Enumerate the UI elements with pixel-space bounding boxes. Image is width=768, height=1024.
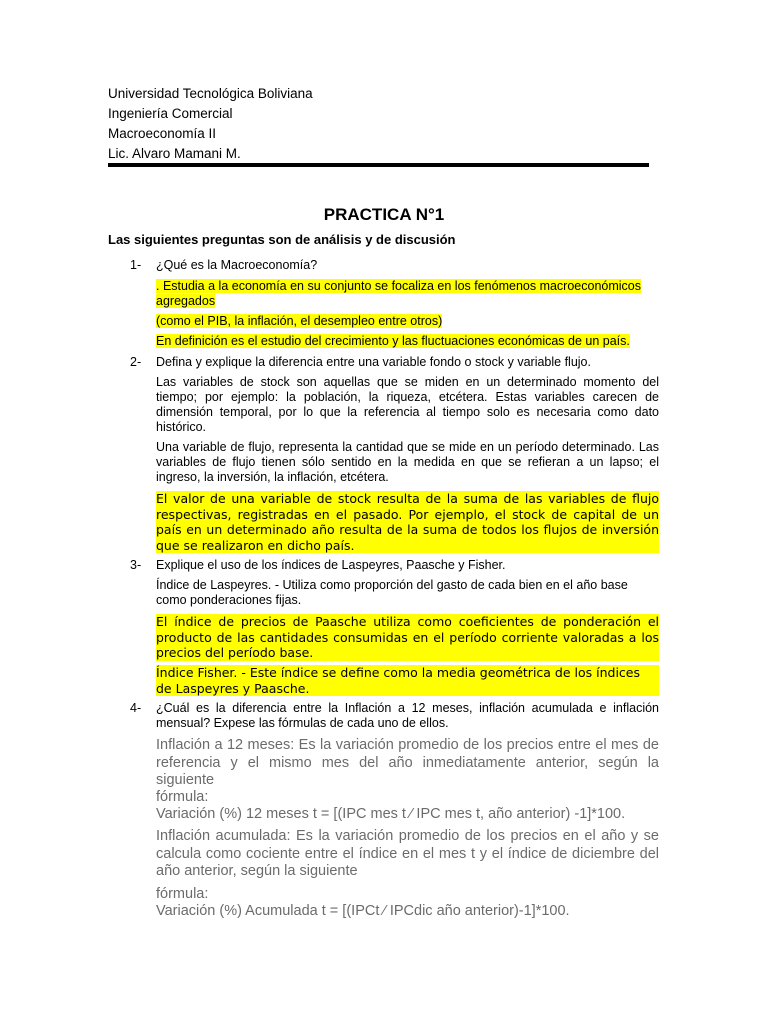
header-course: Macroeconomía II (108, 126, 217, 141)
answer-4-formula-1: Variación (%) 12 meses t = [(IPC mes t ⁄ IPC mes t, año anterior) -1]*100. (156, 806, 626, 822)
answer-4-formula-2: Variación (%) Acumulada t = [(IPCt ⁄ IPCdic año anterior)-1]*100. (156, 903, 570, 919)
answer-3-part-3: Índice Fisher. - Este índice se define como la media geométrica de los índices de Laspeyres y Paasche. (156, 665, 659, 696)
answer-1-part-1: . Estudia a la economía en su conjunto se focaliza en los fenómenos macroeconómicos agregados (156, 279, 641, 308)
header-university: Universidad Tecnológica Boliviana (108, 86, 313, 101)
answer-4-formula-label-1: fórmula: (156, 789, 209, 805)
question-3-text: Explique el uso de los índices de Laspeyres, Paasche y Fisher. (156, 558, 506, 572)
answer-2-part-1: Las variables de stock son aquellas que se miden en un determinado momento del tiempo; por ejemplo: la población, la riqueza, etcétera. Estas variables carecen de dimensión temporal, por lo que la referencia al tiempo solo es necesaria como dato histórico. (156, 375, 659, 434)
header-teacher: Lic. Alvaro Mamani M. (108, 146, 241, 161)
question-1-text: ¿Qué es la Macroeconomía? (156, 258, 318, 272)
question-4-text: ¿Cuál es la diferencia entre la Inflación a 12 meses, inflación acumulada e inflación mensual? Expese las fórmulas de cada uno de ellos. (156, 701, 659, 730)
answer-3-part-1: Índice de Laspeyres. - Utiliza como proporción del gasto de cada bien en el año base como ponderaciones fijas. (156, 578, 628, 607)
question-number: 3- (130, 558, 142, 572)
answer-4-part-2: Inflación acumulada: Es la variación promedio de los precios en el año y se calcula como cociente entre el índice en el mes t y el índice de diciembre del año anterior, según la siguiente (156, 828, 659, 879)
page-title: PRACTICA N°1 (323, 205, 445, 224)
question-number: 1- (130, 258, 142, 272)
page-subtitle: Las siguientes preguntas son de análisis y de discusión (108, 232, 456, 247)
answer-2-part-3: El valor de una variable de stock resulta de la suma de las variables de flujo respectivas, registradas en el pasado. Por ejemplo, el stock de capital de un país en un determinado año resulta de la suma de todos los flujos de inversión que se realizaron en dicho país. (156, 491, 659, 553)
answer-3-part-2: El índice de precios de Paasche utiliza como coeficientes de ponderación el producto de las cantidades consumidas en el período corriente valoradas a los precios del período base. (156, 614, 659, 660)
header-career: Ingeniería Comercial (108, 106, 233, 121)
answer-2-part-2: Una variable de flujo, representa la cantidad que se mide en un período determinado. Las variables de flujo tienen sólo sentido en la medida en que se refieran a un lapso; el ingreso, la inversión, la inflación, etcétera. (156, 440, 659, 484)
question-number: 2- (130, 355, 142, 369)
header-divider (108, 163, 649, 167)
answer-1-part-2: (como el PIB, la inflación, el desempleo entre otros) (156, 314, 443, 328)
answer-1-part-3: En definición es el estudio del crecimiento y las fluctuaciones económicas de un país. (156, 334, 630, 348)
answer-4-part-1: Inflación a 12 meses: Es la variación promedio de los precios entre el mes de referencia y el mismo mes del año inmediatamente anterior, según la siguiente (156, 737, 659, 788)
question-number: 4- (130, 701, 142, 715)
answer-4-formula-label-2: fórmula: (156, 886, 209, 902)
question-2-text: Defina y explique la diferencia entre una variable fondo o stock y variable flujo. (156, 355, 591, 369)
